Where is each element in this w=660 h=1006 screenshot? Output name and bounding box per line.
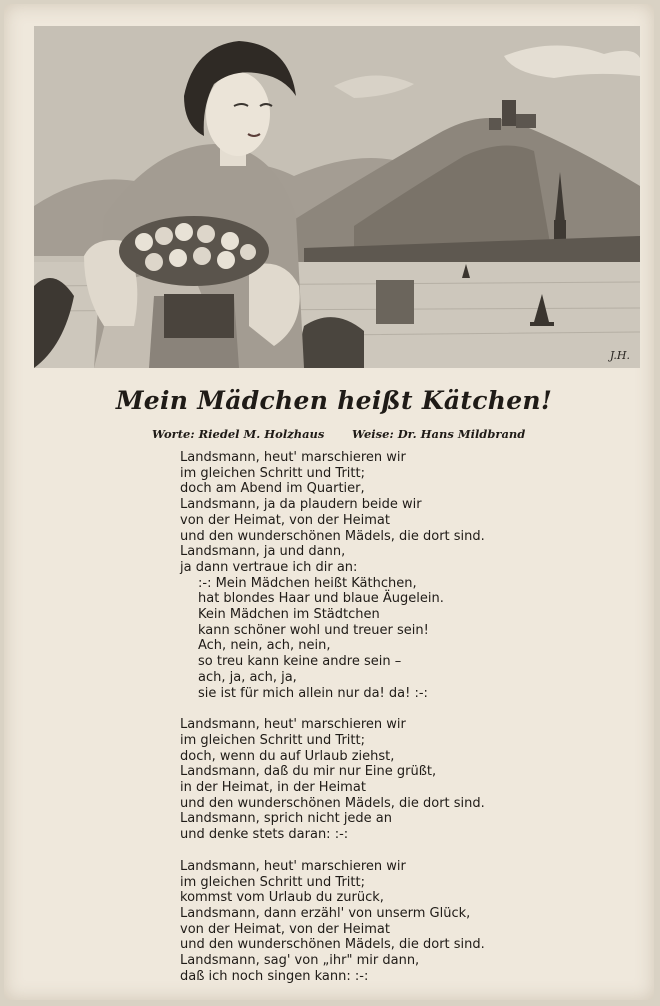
verse-line: und den wunderschönen Mädels, die dort sind. bbox=[180, 795, 485, 811]
verse-line: Landsmann, dann erzähl' von unserm Glück, bbox=[180, 905, 471, 921]
verse-line: und den wunderschönen Mädels, die dort sind. bbox=[180, 937, 485, 953]
stanza bbox=[180, 859, 485, 985]
refrain-line: Ach, nein, ach, nein, bbox=[198, 638, 331, 654]
refrain-line: :-: Mein Mädchen heißt Käthchen, bbox=[198, 575, 417, 591]
illustration bbox=[34, 26, 640, 368]
verse-line: Landsmann, daß du mir nur Eine grüßt, bbox=[180, 764, 437, 780]
verse-line: im gleichen Schritt und Tritt; bbox=[180, 874, 365, 890]
verse-line: Landsmann, ja da plaudern beide wir bbox=[180, 497, 422, 513]
verse-line: Landsmann, ja und dann, bbox=[180, 544, 346, 560]
verse-line: Landsmann, sprich nicht jede an bbox=[180, 811, 393, 827]
refrain-line: ach, ja, ach, ja, bbox=[198, 669, 297, 685]
verse-line: und den wunderschönen Mädels, die dort sind. bbox=[180, 528, 485, 544]
illustration-drawing bbox=[34, 26, 640, 368]
verse-line: ja dann vertraue ich dir an: bbox=[180, 559, 358, 575]
verse-line: doch, wenn du auf Urlaub ziehst, bbox=[180, 748, 395, 764]
verse-line: von der Heimat, von der Heimat bbox=[180, 512, 390, 528]
composer-credit: Weise: Dr. Hans Mildbrand bbox=[352, 427, 526, 441]
verse-line: Landsmann, heut' marschieren wir bbox=[180, 717, 406, 733]
postcard bbox=[4, 4, 654, 1000]
verse-line: im gleichen Schritt und Tritt; bbox=[180, 465, 365, 481]
refrain-line: kann schöner wohl und treuer sein! bbox=[198, 622, 429, 638]
verse-line: Landsmann, heut' marschieren wir bbox=[180, 858, 406, 874]
song-title: Mein Mädchen heißt Kätchen! bbox=[115, 386, 553, 415]
verse-line: kommst vom Urlaub du zurück, bbox=[180, 890, 384, 906]
verse-line: im gleichen Schritt und Tritt; bbox=[180, 732, 365, 748]
verse-line: und denke stets daran: :-: bbox=[180, 827, 349, 843]
verse-line: in der Heimat, in der Heimat bbox=[180, 780, 366, 796]
refrain-line: hat blondes Haar und blaue Äugelein. bbox=[198, 591, 444, 607]
verse-line: Landsmann, heut' marschieren wir bbox=[180, 450, 406, 465]
verse-line: Landsmann, sag' von „ihr" mir dann, bbox=[180, 953, 420, 969]
refrain-line: so treu kann keine andre sein – bbox=[198, 654, 402, 670]
refrain-line: Kein Mädchen im Städtchen bbox=[198, 607, 380, 623]
verse-line: von der Heimat, von der Heimat bbox=[180, 921, 390, 937]
stanza bbox=[180, 450, 485, 701]
artist-initials: J.H. bbox=[609, 349, 630, 362]
refrain-line: sie ist für mich allein nur da! da! :-: bbox=[198, 685, 428, 701]
stanza bbox=[180, 717, 485, 843]
verse-line: daß ich noch singen kann: :-: bbox=[180, 968, 369, 984]
lyricist-credit: Worte: Riedel M. Holzhaus bbox=[152, 427, 325, 441]
verse-line: doch am Abend im Quartier, bbox=[180, 481, 365, 497]
lyrics bbox=[180, 450, 485, 1001]
